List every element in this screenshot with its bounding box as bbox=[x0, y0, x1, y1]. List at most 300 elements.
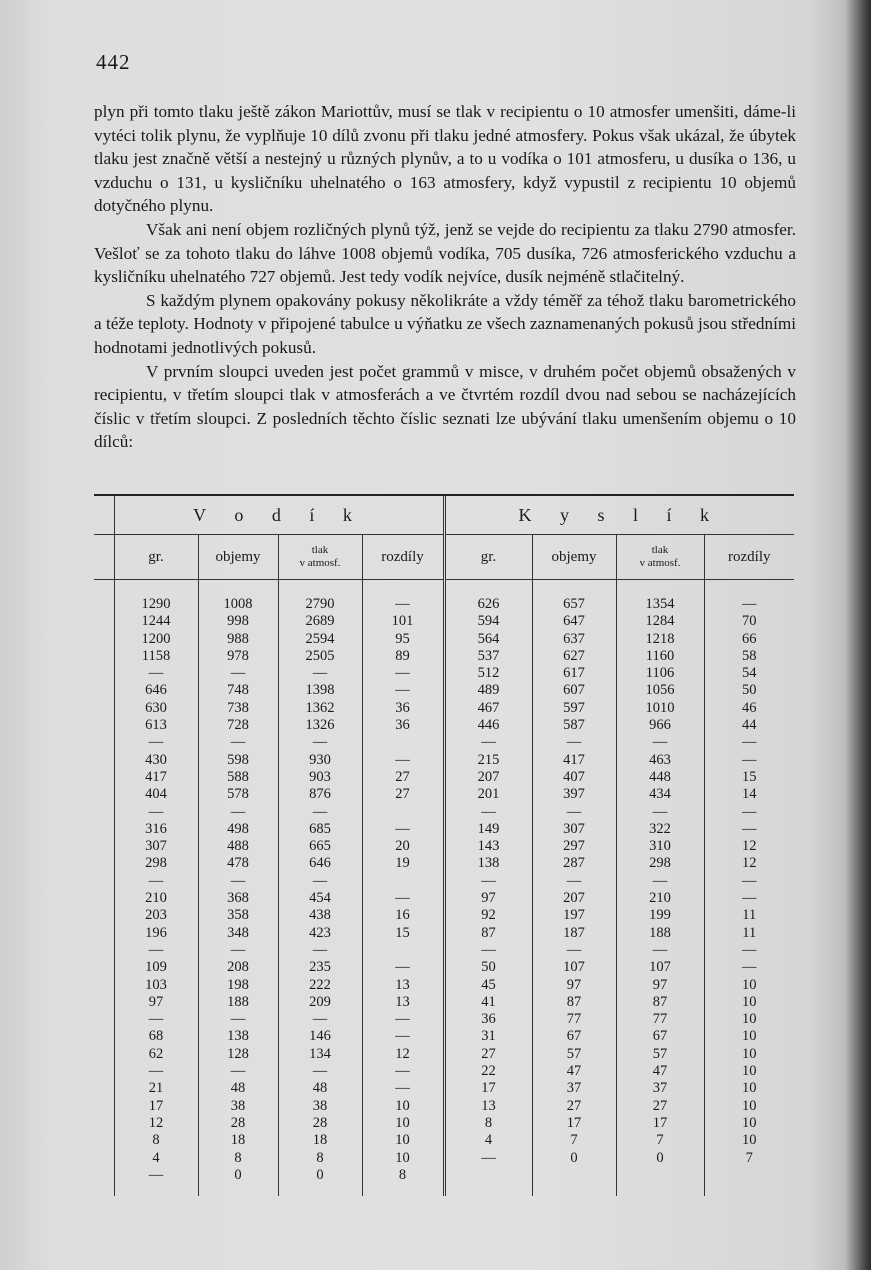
table-cell: 748 bbox=[198, 682, 278, 699]
table-cell: 578 bbox=[198, 786, 278, 803]
table-cell: 203 bbox=[114, 907, 198, 924]
table-cell: 488 bbox=[198, 838, 278, 855]
table-cell: 8 bbox=[198, 1150, 278, 1167]
table-row bbox=[94, 1028, 794, 1045]
table-cell: 22 bbox=[444, 1063, 532, 1080]
paragraph: plyn při tomto tlaku ještě zákon Mariottův, musí se tlak v recipientu o 10 atmosfer umenšiti, dáme-li vytéci tolik plynu, že vyplňuje 10 dílů zvonu při tlaku jedné atmosfery. Pokus však ukázal, že úbytek tlaku jest značně větší a nestejný u různých plynův, a to u vodíka o 101 atmosferu, u dusíka o 136, u vzduchu o 131, u kysličníku uhelnatého o 163 atmosfery, když vypustil z recipientu 10 objemů dotyčného plynu. bbox=[94, 102, 796, 216]
table-cell: 307 bbox=[114, 838, 198, 855]
page-number: 442 bbox=[96, 50, 131, 74]
table-row bbox=[94, 734, 794, 751]
table-cell: — bbox=[114, 1167, 198, 1184]
table-row bbox=[94, 1150, 794, 1167]
table-cell: 37 bbox=[532, 1080, 616, 1097]
table-cell: 47 bbox=[532, 1063, 616, 1080]
table-cell: 10 bbox=[704, 1063, 794, 1080]
table-cell: 2505 bbox=[278, 648, 362, 665]
table-row bbox=[94, 925, 794, 942]
table-cell: 10 bbox=[704, 1080, 794, 1097]
table-cell: 397 bbox=[532, 786, 616, 803]
table-cell bbox=[362, 734, 444, 751]
table-cell: — bbox=[114, 734, 198, 751]
table-cell: 728 bbox=[198, 717, 278, 734]
table-cell: 298 bbox=[616, 855, 704, 872]
table-cell: 209 bbox=[278, 994, 362, 1011]
table-cell: 20 bbox=[362, 838, 444, 855]
table-cell: 646 bbox=[278, 855, 362, 872]
table-cell: 478 bbox=[198, 855, 278, 872]
table-cell: — bbox=[362, 1080, 444, 1097]
table-cell: 1160 bbox=[616, 648, 704, 665]
table-cell: — bbox=[362, 596, 444, 613]
table-cell: — bbox=[532, 873, 616, 890]
table-cell: 77 bbox=[616, 1011, 704, 1028]
table-cell: 27 bbox=[362, 769, 444, 786]
table-row bbox=[94, 1046, 794, 1063]
table-cell: 613 bbox=[114, 717, 198, 734]
table-cell: 37 bbox=[616, 1080, 704, 1097]
table-cell: 14 bbox=[704, 786, 794, 803]
table-cell: — bbox=[114, 873, 198, 890]
table-cell: — bbox=[278, 804, 362, 821]
table-cell: 134 bbox=[278, 1046, 362, 1063]
table-cell: 48 bbox=[278, 1080, 362, 1097]
table-cell: 0 bbox=[616, 1150, 704, 1167]
column-header-gr: gr. bbox=[114, 535, 198, 580]
table-cell: 322 bbox=[616, 821, 704, 838]
table-cell: 97 bbox=[114, 994, 198, 1011]
table-cell: — bbox=[444, 873, 532, 890]
table-cell: 16 bbox=[362, 907, 444, 924]
table-cell: — bbox=[278, 1011, 362, 1028]
table-cell: 1008 bbox=[198, 596, 278, 613]
table-cell: 210 bbox=[114, 890, 198, 907]
table-cell: 87 bbox=[532, 994, 616, 1011]
table-cell: 101 bbox=[362, 613, 444, 630]
table-cell: 201 bbox=[444, 786, 532, 803]
table-cell: 62 bbox=[114, 1046, 198, 1063]
table-cell: — bbox=[616, 873, 704, 890]
paragraph: V prvním sloupci uveden jest počet grammů v misce, v druhém počet objemů obsažených v recipientu, v třetím sloupci tlak v atmosferách a ve čtvrtém rozdíl dvou nad sebou se nacházejících číslic v třetím sloupci. Z posledních těchto číslic seznati lze ubývání tlaku umenšením objemu o 10 dílců: bbox=[94, 361, 796, 452]
table-row bbox=[94, 977, 794, 994]
table-cell: 423 bbox=[278, 925, 362, 942]
table-cell: 1106 bbox=[616, 665, 704, 682]
table-cell: 1290 bbox=[114, 596, 198, 613]
table-cell: 54 bbox=[704, 665, 794, 682]
table-cell: 1010 bbox=[616, 700, 704, 717]
table-cell: 430 bbox=[114, 752, 198, 769]
table-cell: 67 bbox=[616, 1028, 704, 1045]
table-cell: 107 bbox=[616, 959, 704, 976]
table-cell: 7 bbox=[532, 1132, 616, 1149]
table-cell: 1056 bbox=[616, 682, 704, 699]
table-cell: 138 bbox=[444, 855, 532, 872]
table-cell: 57 bbox=[616, 1046, 704, 1063]
table-row bbox=[94, 1011, 794, 1028]
table-cell: — bbox=[444, 1150, 532, 1167]
table-cell: 13 bbox=[362, 977, 444, 994]
table-cell: 463 bbox=[616, 752, 704, 769]
table-cell: 903 bbox=[278, 769, 362, 786]
table-cell: 407 bbox=[532, 769, 616, 786]
table-cell: 97 bbox=[444, 890, 532, 907]
table-cell: 10 bbox=[704, 1011, 794, 1028]
table-cell: — bbox=[362, 752, 444, 769]
table-cell: — bbox=[704, 873, 794, 890]
table-cell: 10 bbox=[362, 1150, 444, 1167]
table-cell: 66 bbox=[704, 631, 794, 648]
table-cell bbox=[362, 804, 444, 821]
table-cell: 11 bbox=[704, 907, 794, 924]
table-row bbox=[94, 994, 794, 1011]
table-cell: 8 bbox=[114, 1132, 198, 1149]
table-cell: 97 bbox=[532, 977, 616, 994]
table-cell: 7 bbox=[616, 1132, 704, 1149]
table-cell: 36 bbox=[362, 717, 444, 734]
table-cell: 12 bbox=[114, 1115, 198, 1132]
table-cell: 594 bbox=[444, 613, 532, 630]
table-cell: 128 bbox=[198, 1046, 278, 1063]
table-row bbox=[94, 1080, 794, 1097]
compression-table bbox=[94, 494, 794, 1196]
table-cell: — bbox=[198, 804, 278, 821]
table-cell: — bbox=[278, 665, 362, 682]
table-cell: 10 bbox=[704, 1028, 794, 1045]
table-cell: 4 bbox=[114, 1150, 198, 1167]
table-cell: 446 bbox=[444, 717, 532, 734]
table-cell: 2689 bbox=[278, 613, 362, 630]
table-cell: — bbox=[704, 942, 794, 959]
table-cell: 77 bbox=[532, 1011, 616, 1028]
table-cell: — bbox=[198, 734, 278, 751]
column-header-objemy: objemy bbox=[532, 535, 616, 580]
table-cell: — bbox=[362, 665, 444, 682]
table-cell: 109 bbox=[114, 959, 198, 976]
table-cell: 27 bbox=[616, 1098, 704, 1115]
table-row bbox=[94, 1063, 794, 1080]
column-header-rozdily: rozdíly bbox=[704, 535, 794, 580]
table-cell: 10 bbox=[362, 1098, 444, 1115]
table-cell: — bbox=[616, 804, 704, 821]
table-cell: 537 bbox=[444, 648, 532, 665]
table-cell: 149 bbox=[444, 821, 532, 838]
table-row bbox=[94, 786, 794, 803]
table-cell: — bbox=[198, 942, 278, 959]
table-cell: 489 bbox=[444, 682, 532, 699]
column-header-rozdily: rozdíly bbox=[362, 535, 444, 580]
table-cell: 1244 bbox=[114, 613, 198, 630]
table-cell: 92 bbox=[444, 907, 532, 924]
table-cell: — bbox=[616, 734, 704, 751]
table-cell: 13 bbox=[362, 994, 444, 1011]
table-cell: 15 bbox=[362, 925, 444, 942]
table-cell: 738 bbox=[198, 700, 278, 717]
table-row bbox=[94, 942, 794, 959]
table-cell: 196 bbox=[114, 925, 198, 942]
table-cell bbox=[362, 873, 444, 890]
table-cell: 36 bbox=[362, 700, 444, 717]
table-cell: 978 bbox=[198, 648, 278, 665]
table-cell: 4 bbox=[444, 1132, 532, 1149]
table-row bbox=[94, 769, 794, 786]
table-cell: 146 bbox=[278, 1028, 362, 1045]
table-row bbox=[94, 804, 794, 821]
table-cell: 38 bbox=[198, 1098, 278, 1115]
table-cell: 27 bbox=[532, 1098, 616, 1115]
table-cell: 358 bbox=[198, 907, 278, 924]
table-row bbox=[94, 752, 794, 769]
table-cell: 348 bbox=[198, 925, 278, 942]
table-cell: 512 bbox=[444, 665, 532, 682]
table-cell: 988 bbox=[198, 631, 278, 648]
table-cell: 103 bbox=[114, 977, 198, 994]
table-row bbox=[94, 1098, 794, 1115]
table-row bbox=[94, 631, 794, 648]
table-cell: 646 bbox=[114, 682, 198, 699]
table-cell: 235 bbox=[278, 959, 362, 976]
table-cell: 10 bbox=[704, 1098, 794, 1115]
table-cell: — bbox=[444, 734, 532, 751]
body-text bbox=[94, 100, 796, 454]
table-cell: — bbox=[532, 942, 616, 959]
table-cell bbox=[444, 1167, 532, 1184]
table-cell: — bbox=[704, 752, 794, 769]
table-cell: 10 bbox=[704, 1132, 794, 1149]
table-cell: — bbox=[114, 804, 198, 821]
table-cell: 17 bbox=[114, 1098, 198, 1115]
table-cell: 630 bbox=[114, 700, 198, 717]
table-cell: — bbox=[278, 1063, 362, 1080]
table-cell: 587 bbox=[532, 717, 616, 734]
table-cell: 222 bbox=[278, 977, 362, 994]
table-cell: 187 bbox=[532, 925, 616, 942]
table-cell: 617 bbox=[532, 665, 616, 682]
table-cell: 198 bbox=[198, 977, 278, 994]
table-cell: 597 bbox=[532, 700, 616, 717]
table-cell: 8 bbox=[362, 1167, 444, 1184]
column-header-tlak: tlak v atmosf. bbox=[278, 535, 362, 580]
table-cell: — bbox=[198, 1011, 278, 1028]
table-cell: 28 bbox=[198, 1115, 278, 1132]
paragraph: S každým plynem opakovány pokusy několikráte a vždy téměř za téhož tlaku barometrického a téže teploty. Hodnoty v připojené tabulce u výňatku ze všech zaznamenaných pokusů jsou středními hodnotami jednotlivých pokusů. bbox=[94, 290, 796, 357]
table-cell: — bbox=[616, 942, 704, 959]
table-cell: 45 bbox=[444, 977, 532, 994]
table-cell bbox=[532, 1167, 616, 1184]
table-cell: 1326 bbox=[278, 717, 362, 734]
table-cell: 10 bbox=[362, 1132, 444, 1149]
table-row bbox=[94, 890, 794, 907]
table-cell: 588 bbox=[198, 769, 278, 786]
table-row bbox=[94, 700, 794, 717]
table-cell: — bbox=[114, 942, 198, 959]
table-row bbox=[94, 682, 794, 699]
table-cell: 598 bbox=[198, 752, 278, 769]
table-cell: 10 bbox=[704, 994, 794, 1011]
table-cell: — bbox=[198, 1063, 278, 1080]
table-cell: — bbox=[362, 1028, 444, 1045]
table-cell: 44 bbox=[704, 717, 794, 734]
table-cell: — bbox=[362, 959, 444, 976]
table-cell: 38 bbox=[278, 1098, 362, 1115]
table-cell bbox=[704, 1167, 794, 1184]
table-cell: — bbox=[362, 821, 444, 838]
table-cell: 188 bbox=[198, 994, 278, 1011]
table-cell: — bbox=[444, 942, 532, 959]
table-cell: 310 bbox=[616, 838, 704, 855]
table-body bbox=[94, 596, 794, 1196]
table-cell: 626 bbox=[444, 596, 532, 613]
table-cell: 50 bbox=[444, 959, 532, 976]
table-cell: 1284 bbox=[616, 613, 704, 630]
column-header-objemy: objemy bbox=[198, 535, 278, 580]
table-cell: — bbox=[362, 1011, 444, 1028]
table-cell: — bbox=[532, 734, 616, 751]
table-cell: 36 bbox=[444, 1011, 532, 1028]
table-cell: — bbox=[704, 959, 794, 976]
table-cell: 21 bbox=[114, 1080, 198, 1097]
table-cell: 10 bbox=[704, 1046, 794, 1063]
table-cell: — bbox=[278, 942, 362, 959]
table-cell: 454 bbox=[278, 890, 362, 907]
table-cell: 188 bbox=[616, 925, 704, 942]
table-cell: 138 bbox=[198, 1028, 278, 1045]
table-cell: — bbox=[704, 734, 794, 751]
table-cell: — bbox=[114, 665, 198, 682]
table-row bbox=[94, 648, 794, 665]
table-cell: 1398 bbox=[278, 682, 362, 699]
table-cell: — bbox=[198, 873, 278, 890]
table-cell: 998 bbox=[198, 613, 278, 630]
table-row bbox=[94, 596, 794, 613]
table-row bbox=[94, 959, 794, 976]
table-cell: 57 bbox=[532, 1046, 616, 1063]
table-cell: 657 bbox=[532, 596, 616, 613]
table-row bbox=[94, 1115, 794, 1132]
table-cell: 207 bbox=[444, 769, 532, 786]
table-cell: 28 bbox=[278, 1115, 362, 1132]
table-cell: — bbox=[278, 873, 362, 890]
table-cell: 18 bbox=[198, 1132, 278, 1149]
table-cell: 1354 bbox=[616, 596, 704, 613]
table-cell: — bbox=[278, 734, 362, 751]
table-cell: 58 bbox=[704, 648, 794, 665]
table-cell: 930 bbox=[278, 752, 362, 769]
table-cell: 12 bbox=[704, 838, 794, 855]
table-cell: 215 bbox=[444, 752, 532, 769]
table-cell: 307 bbox=[532, 821, 616, 838]
table-cell: 647 bbox=[532, 613, 616, 630]
table-cell: 47 bbox=[616, 1063, 704, 1080]
table-cell: 208 bbox=[198, 959, 278, 976]
table-cell: 67 bbox=[532, 1028, 616, 1045]
table-cell: 87 bbox=[444, 925, 532, 942]
table-cell: 298 bbox=[114, 855, 198, 872]
table-row bbox=[94, 855, 794, 872]
table-cell: 11 bbox=[704, 925, 794, 942]
table-cell: 107 bbox=[532, 959, 616, 976]
table-cell: — bbox=[114, 1011, 198, 1028]
table-cell: 1200 bbox=[114, 631, 198, 648]
table-cell: 46 bbox=[704, 700, 794, 717]
table-row bbox=[94, 907, 794, 924]
table-cell: 2594 bbox=[278, 631, 362, 648]
table-cell: 8 bbox=[444, 1115, 532, 1132]
table-cell: 876 bbox=[278, 786, 362, 803]
table-cell: 143 bbox=[444, 838, 532, 855]
table-cell: 41 bbox=[444, 994, 532, 1011]
table-row bbox=[94, 717, 794, 734]
group-header-vodik: V o d í k bbox=[114, 496, 444, 535]
table-cell: 627 bbox=[532, 648, 616, 665]
table-cell: 68 bbox=[114, 1028, 198, 1045]
table-cell: 97 bbox=[616, 977, 704, 994]
table-cell: 27 bbox=[444, 1046, 532, 1063]
table-cell: — bbox=[444, 804, 532, 821]
table-cell: 95 bbox=[362, 631, 444, 648]
table-cell: — bbox=[704, 596, 794, 613]
table-cell: 27 bbox=[362, 786, 444, 803]
table-row bbox=[94, 665, 794, 682]
table-cell: 17 bbox=[444, 1080, 532, 1097]
table-cell: 197 bbox=[532, 907, 616, 924]
table-cell: 70 bbox=[704, 613, 794, 630]
table-row bbox=[94, 613, 794, 630]
table-cell: — bbox=[114, 1063, 198, 1080]
table-cell: 12 bbox=[704, 855, 794, 872]
table-cell: 1218 bbox=[616, 631, 704, 648]
table-cell: — bbox=[704, 821, 794, 838]
table-cell: 0 bbox=[278, 1167, 362, 1184]
table-cell: 18 bbox=[278, 1132, 362, 1149]
table-cell: 48 bbox=[198, 1080, 278, 1097]
table-cell: 87 bbox=[616, 994, 704, 1011]
table-cell: 15 bbox=[704, 769, 794, 786]
table-cell: 10 bbox=[704, 1115, 794, 1132]
table-cell: — bbox=[704, 890, 794, 907]
table-cell bbox=[616, 1167, 704, 1184]
data-table-container bbox=[94, 494, 794, 1196]
table-row bbox=[94, 838, 794, 855]
table-cell: — bbox=[362, 890, 444, 907]
table-cell: — bbox=[198, 665, 278, 682]
table-cell: 316 bbox=[114, 821, 198, 838]
table-cell: 467 bbox=[444, 700, 532, 717]
column-header-gr: gr. bbox=[444, 535, 532, 580]
table-cell: 607 bbox=[532, 682, 616, 699]
paragraph: Však ani není objem rozličných plynů týž, jenž se vejde do recipientu za tlaku 2790 atmosfer. Vešloť se za tohoto tlaku do láhve 1008 objemů vodíka, 705 dusíka, 726 atmosferického vzduchu a kysličníku uhelnatého 727 objemů. Jest tedy vodík nejvíce, dusík nejméně stlačitelný. bbox=[94, 219, 796, 287]
group-header-kyslik: K y s l í k bbox=[444, 496, 794, 535]
table-cell: 207 bbox=[532, 890, 616, 907]
table-cell: 0 bbox=[532, 1150, 616, 1167]
table-row bbox=[94, 1132, 794, 1149]
table-cell: 637 bbox=[532, 631, 616, 648]
table-cell: 13 bbox=[444, 1098, 532, 1115]
table-cell: 8 bbox=[278, 1150, 362, 1167]
table-row bbox=[94, 873, 794, 890]
table-cell: 89 bbox=[362, 648, 444, 665]
table-cell: 297 bbox=[532, 838, 616, 855]
table-cell: 210 bbox=[616, 890, 704, 907]
table-cell: 287 bbox=[532, 855, 616, 872]
table-cell: 564 bbox=[444, 631, 532, 648]
table-cell: 417 bbox=[532, 752, 616, 769]
table-cell: 404 bbox=[114, 786, 198, 803]
table-cell: 434 bbox=[616, 786, 704, 803]
table-cell: 417 bbox=[114, 769, 198, 786]
table-cell: — bbox=[362, 682, 444, 699]
table-cell bbox=[362, 942, 444, 959]
table-row bbox=[94, 821, 794, 838]
table-cell: 448 bbox=[616, 769, 704, 786]
